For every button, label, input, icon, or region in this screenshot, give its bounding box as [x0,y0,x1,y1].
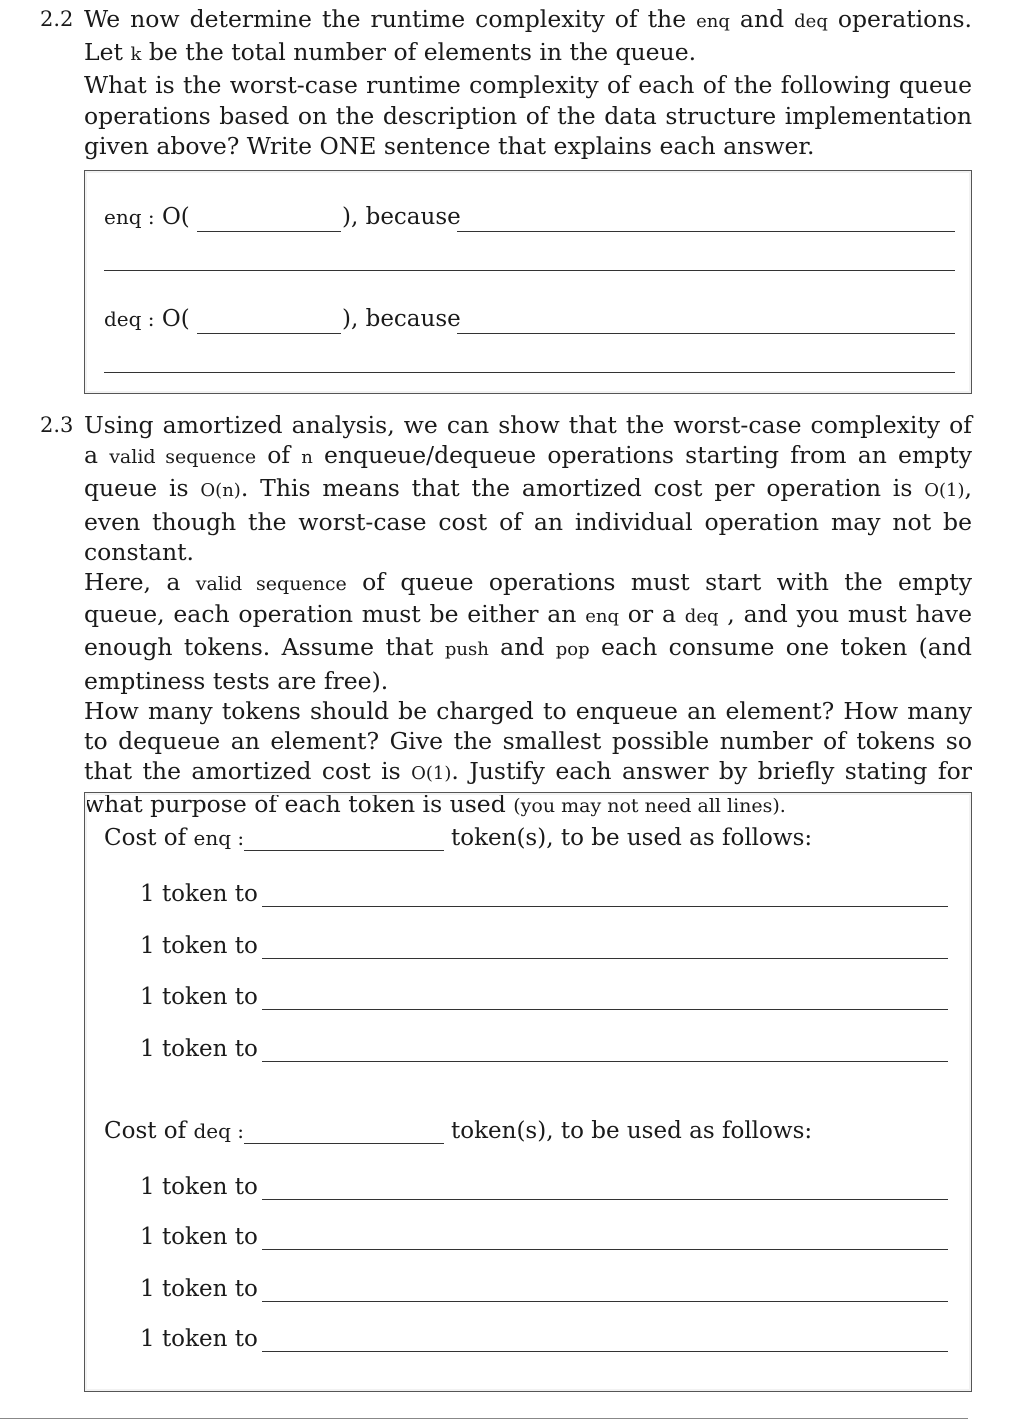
var-k: k [130,44,142,66]
enq-tokens-suffix: token(s), to be used as follows: [451,825,813,851]
deq-token-purpose-blank-2[interactable] [262,1249,948,1250]
enq-token-line-label: 1 token to [140,881,258,907]
question-number-2-3: 2.3 [40,413,74,437]
question-number-2-2: 2.2 [40,7,74,31]
enq-answer-row: enq : O( [104,204,190,230]
enq-token-count-blank[interactable] [244,850,444,851]
deq-token-line-label: 1 token to [140,1224,258,1250]
deq-token-count-blank[interactable] [244,1143,444,1144]
enq-reason-blank-1[interactable] [457,231,955,232]
deq-token-purpose-blank-1[interactable] [262,1199,948,1200]
question-2-2-para2: What is the worst-case runtime complexity of each of the following queue operations based on the description of the data structure implementation given above? Write ONE sentence that explains each answer. [84,71,972,160]
deq-tokens-suffix: token(s), to be used as follows: [451,1118,813,1144]
question-2-3-para1: Using amortized analysis, we can show that the worst-case complexity of a valid sequence of n enqueue/dequeue operations starting from an empty queue is O(n). This means that the amortized cost per operation is O(1), even though the worst-case cost of an individual operation may not be constant. [84,411,972,566]
deq-token-line-label: 1 token to [140,1326,258,1352]
enq-token-line-label: 1 token to [140,984,258,1010]
enq-token-purpose-blank-2[interactable] [262,958,948,959]
deq-answer-row: deq : O( [104,306,190,332]
enq-token-line-label: 1 token to [140,933,258,959]
deq-because-label: ), because [342,306,461,332]
question-2-3-para2: Here, a valid sequence of queue operations must start with the empty queue, each operation must be either an enq or a deq , and you must have enough tokens. Assume that push and pop each consume one token (and emptiness tests are free). [84,568,972,695]
deq-reason-blank-2[interactable] [104,372,955,373]
deq-token-line-label: 1 token to [140,1276,258,1302]
cost-of-deq-label: Cost of deq : [104,1118,245,1144]
answer-box-2-2 [84,170,972,394]
term-valid-sequence: valid sequence [109,446,257,469]
enq-reason-blank-2[interactable] [104,270,955,271]
code-deq: deq [794,11,828,32]
cost-of-enq-label: Cost of enq : [104,825,245,851]
enq-token-purpose-blank-4[interactable] [262,1061,948,1062]
deq-complexity-blank[interactable] [197,333,341,334]
code-enq: enq [696,11,730,32]
question-2-2-para1: We now determine the runtime complexity of the enq and deq operations. Let k be the total number of elements in the queue. [84,5,972,67]
question-2-3-para3: How many tokens should be charged to enqueue an element? How many to dequeue an element? Give the smallest possible number of tokens so that the amortized cost is O(1). Justify each answer by briefly stating for what purpose of each token is used (you may not need all lines). [84,696,972,819]
enq-because-label: ), because [342,204,461,230]
deq-token-purpose-blank-3[interactable] [262,1301,948,1302]
deq-reason-blank-1[interactable] [457,333,955,334]
page-bottom-rule [0,1418,968,1419]
deq-token-line-label: 1 token to [140,1174,258,1200]
deq-token-purpose-blank-4[interactable] [262,1351,948,1352]
enq-complexity-blank[interactable] [197,231,341,232]
enq-token-purpose-blank-1[interactable] [262,906,948,907]
enq-token-line-label: 1 token to [140,1036,258,1062]
question-2-2-text [84,4,972,161]
question-2-3-text [84,410,972,822]
enq-token-purpose-blank-3[interactable] [262,1009,948,1010]
